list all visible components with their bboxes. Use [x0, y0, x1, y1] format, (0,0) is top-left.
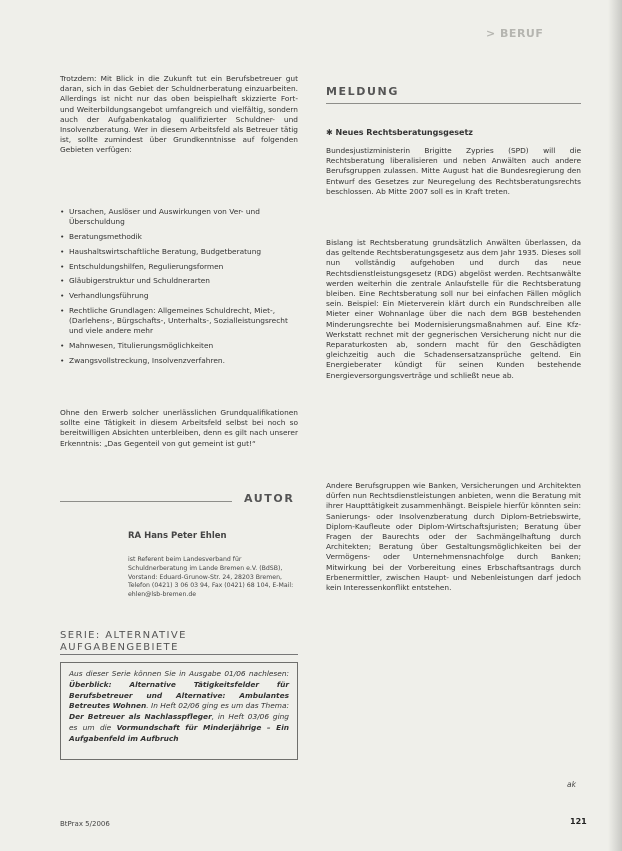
series-topic: Überblick: Alternative Tätigkeitsfelder für Berufsbetreuer und Alternative: Ambulantes Betreutes Wohnen	[69, 679, 289, 711]
list-item: • Entschuldungshilfen, Regulierungsformen	[60, 262, 298, 272]
page-number: 121	[570, 817, 587, 826]
list-item: • Rechtliche Grundlagen: Allgemeines Schuldrecht, Miet-, (Darlehens-, Bürgschafts-, Unterhalts-, Sozialleistungsrecht und viele andere mehr	[60, 306, 298, 337]
qualification-list	[60, 207, 298, 371]
series-text: , in Heft 03/06 ging es um die	[69, 712, 289, 732]
star-icon: ✱	[326, 128, 336, 137]
news-subheading-text: Neues Rechtsberatungsgesetz	[335, 128, 473, 137]
news-paragraph-1: Bundesjustizministerin Brigitte Zypries (SPD) will die Rechtsberatung liberalisieren und neben Anwälten auch andere Berufsgruppen zulassen. Mitte August hat die Bundesregierung den Entwurf des Gesetzes zur Neuregelung des Rechtsberatungsrechts beschlossen. Ab Mitte 2007 soll es in Kraft treten.	[326, 146, 581, 196]
author-initials: ak	[567, 780, 576, 789]
series-title-line-1: SERIE: ALTERNATIVE	[60, 630, 187, 641]
news-heading: MELDUNG	[326, 85, 399, 98]
list-item: • Beratungsmethodik	[60, 232, 298, 242]
closing-paragraph: Ohne den Erwerb solcher unerlässlichen Grundqualifikationen sollte eine Tätigkeit in diesem Arbeitsfeld selbst bei noch so bereitwilligen Absichten unterbleiben, denn es gilt nach unserer Erkenntnis: „Das Gegenteil von gut gemeint ist gut!“	[60, 408, 298, 448]
list-item: • Verhandlungsführung	[60, 291, 298, 301]
author-name: RA Hans Peter Ehlen	[128, 531, 227, 541]
author-bio: ist Referent beim Landesverband für Schuldnerberatung im Lande Bremen e.V. (BdSB), Vorstand: Eduard-Grunow-Str. 24, 28203 Bremen, Telefon (0421) 3 06 03 94, Fax (0421) 68 104, E-Mail: ehlen@lsb-bremen.de	[128, 556, 294, 599]
journal-footer: BtPrax 5/2006	[60, 820, 110, 828]
series-topic: Vormundschaft für Minderjährige – Ein Aufgabenfeld im Aufbruch	[69, 722, 289, 743]
series-text: . In Heft 02/06 ging es um das Thema:	[146, 701, 289, 711]
news-subheading	[326, 128, 581, 138]
news-paragraph-2: Bislang ist Rechtsberatung grundsätzlich Anwälten überlassen, da das geltende Rechtsberatungsgesetz aus dem Jahr 1935. Dieses soll nun vollständig aufgehoben und durch das neue Rechtsdienstleistungsgesetz (RDG) abgelöst werden. Rechtsanwälte werden weiterhin die zentrale Anlaufstelle für die Rechtsberatung bleiben. Eine Rechtsberatung soll nur bei einfachen Fällen möglich sein. Beispiel: Ein Mieterverein klärt durch ein Rundschreiben alle Mieter einer Wohnanlage über die nach dem BGB bestehenden Minderungsrechte bei Modernisierungsmaßnahmen auf. Eine Kfz-Werkstatt rechnet mit der gegnerischen Versicherung nicht nur die Reparaturkosten ab, sondern macht für den Geschädigten gleichzeitig auch die Schadensersatzansprüche geltend. Ein Energieberater kündigt für seinen Kunden bestehende Energieversorgungsverträge und schließt neue ab.	[326, 238, 581, 380]
series-text: Aus dieser Serie können Sie in Ausgabe 01/06 nachlesen:	[69, 669, 289, 678]
list-item: • Zwangsvollstreckung, Insolvenzverfahren.	[60, 356, 298, 366]
list-item: • Ursachen, Auslöser und Auswirkungen von Ver- und Überschuldung	[60, 207, 298, 227]
intro-paragraph: Trotzdem: Mit Blick in die Zukunft tut ein Berufsbetreuer gut daran, sich in das Gebiet der Schuldnerberatung einzuarbeiten. Allerdings ist nicht nur das oben beispielhaft skizzierte Fort- und Weiterbildungsangebot umfangreich und vielfältig, sondern auch der Aufgabenkatalog qualifizierter Schuldner- und Insolvenzberatung. Wer in diesem Arbeitsfeld als Betreuer tätig ist, sollte zumindest über Grundkenntnisse auf folgenden Gebieten verfügen:	[60, 74, 298, 155]
list-item: • Haushaltswirtschaftliche Beratung, Budgetberatung	[60, 247, 298, 257]
author-divider	[60, 501, 232, 502]
news-divider	[326, 103, 581, 104]
series-topic: Der Betreuer als Nachlasspfleger	[69, 712, 212, 722]
series-title-line-2: AUFGABENGEBIETE	[60, 642, 179, 653]
news-paragraph-3: Andere Berufsgruppen wie Banken, Versicherungen und Architekten dürfen nun Rechtsdienstleistungen anbieten, wenn die Beratung mit ihrer Haupttätigkeit zusammenhängt. Beispiele hierfür könnten sein: Sanierungs- oder Insolvenzberatung durch Diplom-Betriebswirte, Diplom-Kaufleute oder Diplom-Wirtschaftsjuristen; Beratung über Fragen der Baurechts oder der Sachmängelhaftung durch Architekten; Beratung über Gestaltungsmöglichkeiten bei der Vermögens- oder Unternehmensnachfolge durch Banken; Mitwirkung bei der Vorbereitung eines Erbschaftsantrags durch Erbenermittler, zwischen Haupt- und Nebenleistungen darf jedoch kein Interessenkonflikt entstehen.	[326, 481, 581, 593]
series-divider	[60, 654, 298, 655]
series-heading	[60, 630, 260, 654]
list-item: • Mahnwesen, Titulierungsmöglichkeiten	[60, 341, 298, 351]
list-item: • Gläubigerstruktur und Schuldnerarten	[60, 276, 298, 286]
series-info-box	[60, 662, 298, 760]
section-rubric: > BERUF	[486, 27, 544, 40]
author-heading: AUTOR	[244, 492, 295, 505]
